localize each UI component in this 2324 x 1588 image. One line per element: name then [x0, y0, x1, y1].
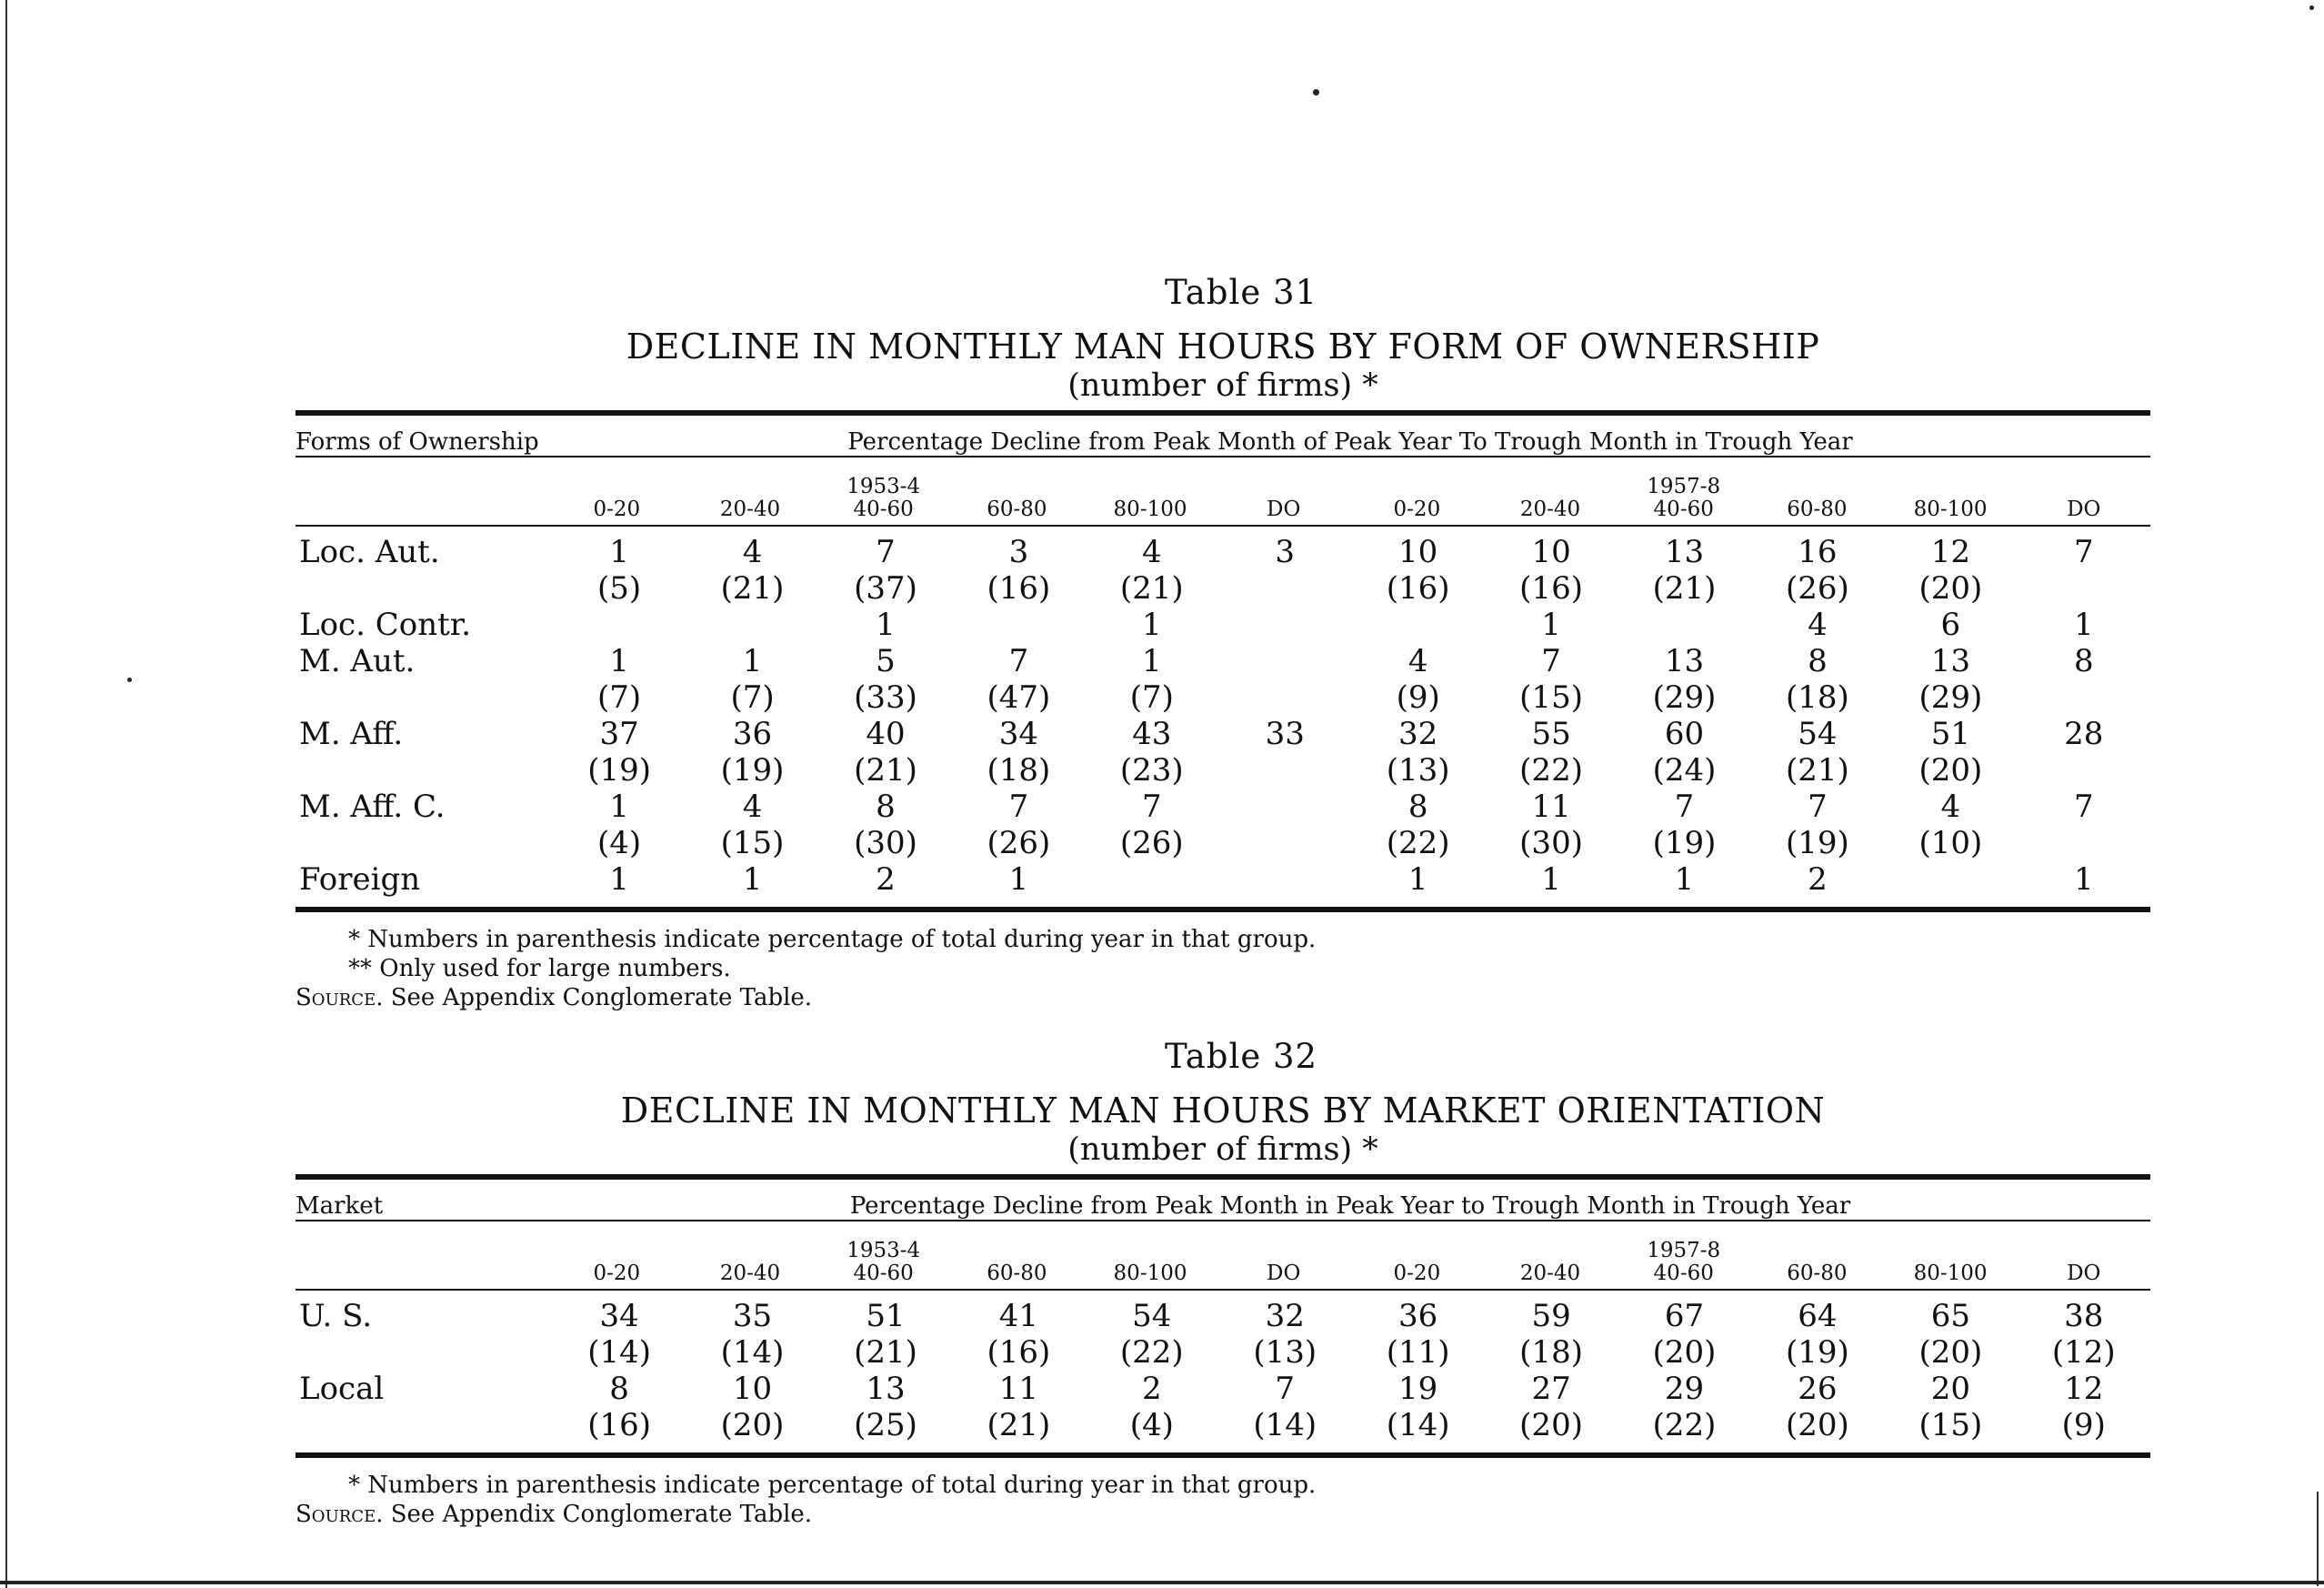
column-range-label: 80-100 [1113, 1261, 1187, 1285]
table-notes [296, 1471, 2150, 1529]
column-header [550, 1262, 684, 1285]
row-label-spacer [296, 679, 553, 716]
table-body [296, 1291, 2150, 1449]
value-cell: 1 [609, 789, 629, 825]
column-header [684, 1262, 817, 1285]
value-cell: 55 [1531, 716, 1571, 752]
value-cell: 26 [1798, 1371, 1838, 1407]
value-cell [686, 607, 818, 643]
value-cell: 1 [742, 643, 763, 679]
percent-cell: (14) [1386, 1407, 1450, 1443]
value-cell [1218, 861, 1351, 898]
percent-cell: (37) [854, 570, 917, 607]
span-header: Percentage Decline from Peak Month of Peak Year To Trough Month in Trough Year [847, 428, 1853, 456]
row-label: U. S. [299, 1298, 373, 1334]
value-cell: 43 [1132, 716, 1172, 752]
column-range-label: 0-20 [1393, 1261, 1441, 1285]
value-cell: 7 [2073, 789, 2094, 825]
value-cell [952, 607, 1085, 643]
column-header [1484, 498, 1618, 521]
percent-cell: (16) [587, 1407, 652, 1443]
column-range-label: 80-100 [1913, 498, 1988, 521]
source-line [296, 983, 2150, 1012]
header-row [296, 416, 2150, 456]
percent-cell: (7) [597, 679, 642, 716]
value-cell: 1 [1674, 861, 1695, 898]
value-cell: 1 [609, 643, 629, 679]
value-cell: 11 [998, 1371, 1039, 1407]
value-cell: 1 [1008, 861, 1029, 898]
percent-cell: (7) [1129, 679, 1174, 716]
row-label: M. Aff. [299, 716, 404, 752]
percent-row [296, 679, 2150, 716]
row-label-spacer [296, 570, 553, 607]
column-range-label: 60-80 [987, 1261, 1047, 1285]
table-row [296, 861, 2150, 898]
year-group-label: 1957-8 [1647, 475, 1721, 498]
value-cell: 13 [866, 1371, 906, 1407]
value-cell: 1 [1407, 861, 1428, 898]
value-cell: 65 [1930, 1298, 1970, 1334]
percent-row [296, 825, 2150, 861]
value-cell: 10 [1531, 534, 1571, 570]
percent-cell: (22) [1386, 825, 1450, 861]
value-cell: 8 [1407, 789, 1428, 825]
percent-cell: (19) [1786, 825, 1849, 861]
percent-cell: (20) [1918, 752, 1983, 789]
column-header [1350, 1262, 1484, 1285]
percent-cell: (26) [1786, 570, 1849, 607]
value-cell: 35 [732, 1298, 773, 1334]
value-cell: 2 [876, 861, 896, 898]
value-cell: 7 [1808, 789, 1828, 825]
percent-cell: (5) [597, 570, 642, 607]
table-row [296, 1298, 2150, 1334]
column-range-label: 20-40 [1519, 1261, 1581, 1285]
value-cell [1218, 643, 1351, 679]
percent-cell: (4) [597, 825, 642, 861]
column-header [1750, 498, 1884, 521]
row-header: Market [296, 1192, 384, 1220]
value-cell: 10 [732, 1371, 773, 1407]
percent-cell: (26) [987, 825, 1051, 861]
percent-cell: (30) [1519, 825, 1583, 861]
percent-cell: (15) [1918, 1407, 1983, 1443]
row-label-spacer [296, 752, 553, 789]
percent-cell [2018, 825, 2150, 861]
row-label: Local [299, 1371, 385, 1407]
column-range-label: 80-100 [1913, 1261, 1988, 1285]
value-cell: 33 [1265, 716, 1305, 752]
percent-cell: (12) [2051, 1334, 2116, 1371]
value-cell: 1 [742, 861, 763, 898]
column-header [1084, 1262, 1217, 1285]
value-cell: 1 [1141, 643, 1162, 679]
value-cell: 60 [1664, 716, 1705, 752]
value-cell: 7 [1008, 789, 1029, 825]
value-cell: 59 [1531, 1298, 1571, 1334]
percent-cell: (18) [987, 752, 1051, 789]
value-cell: 1 [609, 861, 629, 898]
value-cell: 11 [1531, 789, 1571, 825]
table-row [296, 716, 2150, 752]
value-cell: 13 [1930, 643, 1970, 679]
header-row [296, 1180, 2150, 1220]
percent-cell: (16) [987, 1334, 1051, 1371]
value-cell: 5 [876, 643, 896, 679]
column-range-label: 0-20 [593, 1261, 641, 1285]
table-row [296, 643, 2150, 679]
value-cell: 51 [866, 1298, 906, 1334]
value-cell: 37 [599, 716, 639, 752]
percent-cell: (18) [1786, 679, 1849, 716]
value-cell: 27 [1531, 1371, 1571, 1407]
column-header [1750, 1262, 1884, 1285]
table-row [296, 789, 2150, 825]
percent-cell: (19) [587, 752, 652, 789]
source-line [296, 1500, 2150, 1529]
row-label-spacer [296, 1407, 553, 1443]
percent-cell: (29) [1918, 679, 1983, 716]
percent-cell [2018, 679, 2150, 716]
table-row [296, 1371, 2150, 1407]
value-cell: 12 [2064, 1371, 2104, 1407]
value-cell: 34 [599, 1298, 639, 1334]
value-cell: 6 [1940, 607, 1961, 643]
value-cell: 4 [1808, 607, 1828, 643]
percent-cell: (19) [1786, 1334, 1849, 1371]
value-cell: 13 [1664, 643, 1705, 679]
column-header [1884, 498, 2018, 521]
percent-cell: (13) [1253, 1334, 1317, 1371]
value-cell: 51 [1930, 716, 1970, 752]
column-header [2017, 498, 2150, 521]
column-range-label: 80-100 [1113, 498, 1187, 521]
row-header: Forms of Ownership [296, 428, 539, 456]
column-header [2017, 1262, 2150, 1285]
percent-cell: (21) [1119, 570, 1184, 607]
bottom-rule [296, 1452, 2150, 1458]
value-cell: 67 [1664, 1298, 1705, 1334]
column-range-label: 40-60 [1653, 498, 1714, 521]
percent-row [296, 570, 2150, 607]
scan-speck [2309, 5, 2314, 10]
row-label-spacer [296, 1334, 553, 1371]
table-subtitle: (number of firms) * [1067, 1131, 1378, 1168]
column-range-label: 20-40 [719, 498, 781, 521]
value-cell: 7 [1674, 789, 1695, 825]
percent-cell: (4) [1129, 1407, 1174, 1443]
column-range-label: 20-40 [719, 1261, 781, 1285]
percent-cell: (30) [854, 825, 917, 861]
percent-cell: (21) [720, 570, 785, 607]
value-cell: 2 [1808, 861, 1828, 898]
span-header: Percentage Decline from Peak Month in Peak Year to Trough Month in Trough Year [849, 1192, 1851, 1220]
column-headers [550, 457, 2150, 525]
table-title: DECLINE IN MONTHLY MAN HOURS BY MARKET ORIENTATION [620, 1090, 1826, 1131]
value-cell: 41 [998, 1298, 1039, 1334]
column-header [1217, 1262, 1350, 1285]
percent-cell: (22) [1652, 1407, 1717, 1443]
row-label-spacer [296, 825, 553, 861]
value-cell [1884, 861, 2017, 898]
percent-cell: (22) [1119, 1334, 1184, 1371]
percent-cell: (9) [1396, 679, 1440, 716]
value-cell [1218, 607, 1351, 643]
scan-speck [127, 678, 132, 682]
value-cell [553, 607, 686, 643]
percent-cell: (9) [2061, 1407, 2106, 1443]
column-header [950, 1262, 1084, 1285]
percent-cell: (26) [1119, 825, 1184, 861]
value-cell: 4 [742, 789, 763, 825]
percent-row [296, 1334, 2150, 1371]
column-header [684, 498, 817, 521]
value-cell: 8 [2073, 643, 2094, 679]
table-body [296, 527, 2150, 903]
page-edge-right [2317, 1492, 2319, 1586]
column-header [1084, 498, 1217, 521]
percent-cell [1218, 825, 1351, 861]
percent-cell: (24) [1652, 752, 1717, 789]
percent-cell: (18) [1519, 1334, 1583, 1371]
value-cell: 19 [1398, 1371, 1438, 1407]
value-cell: 20 [1930, 1371, 1970, 1407]
column-header [1617, 476, 1750, 521]
percent-cell: (21) [987, 1407, 1051, 1443]
percent-cell: (33) [854, 679, 917, 716]
percent-cell: (15) [720, 825, 785, 861]
value-cell: 1 [876, 607, 896, 643]
value-cell: 7 [2073, 534, 2094, 570]
table-31 [296, 273, 2150, 1012]
value-cell: 10 [1398, 534, 1438, 570]
row-label: Loc. Aut. [299, 534, 440, 570]
percent-cell: (20) [1918, 570, 1983, 607]
percent-cell: (19) [720, 752, 785, 789]
percent-cell: (14) [587, 1334, 652, 1371]
percent-cell: (29) [1652, 679, 1717, 716]
value-cell: 3 [1008, 534, 1029, 570]
value-cell: 2 [1141, 1371, 1162, 1407]
value-cell: 32 [1265, 1298, 1305, 1334]
footnote: * Numbers in parenthesis indicate percentage of total during year in that group. [348, 1472, 1317, 1499]
percent-cell [1218, 570, 1351, 607]
value-cell: 7 [1008, 643, 1029, 679]
column-range-label: DO [1267, 1261, 1301, 1285]
column-range-label: 60-80 [987, 498, 1047, 521]
column-range-label: 40-60 [1653, 1261, 1714, 1285]
value-cell: 38 [2064, 1298, 2104, 1334]
percent-cell: (16) [987, 570, 1051, 607]
column-range-label: 0-20 [593, 498, 641, 521]
bottom-rule [296, 907, 2150, 912]
percent-cell: (21) [1786, 752, 1849, 789]
page-edge-bottom [0, 1581, 2324, 1584]
percent-cell: (20) [720, 1407, 785, 1443]
percent-cell: (14) [720, 1334, 785, 1371]
percent-cell: (15) [1519, 679, 1583, 716]
row-label: M. Aut. [299, 643, 416, 679]
percent-cell [1218, 752, 1351, 789]
source-label: Source. [296, 1501, 384, 1528]
value-cell [1086, 861, 1218, 898]
percent-cell: (19) [1652, 825, 1717, 861]
value-cell: 34 [998, 716, 1039, 752]
year-group-label: 1953-4 [846, 1239, 921, 1262]
percent-row [296, 1407, 2150, 1443]
value-cell: 4 [742, 534, 763, 570]
value-cell: 8 [609, 1371, 629, 1407]
row-label: M. Aff. C. [299, 789, 446, 825]
table-label: Table 32 [1164, 1037, 1318, 1076]
value-cell: 4 [1407, 643, 1428, 679]
value-cell: 40 [866, 716, 906, 752]
value-cell: 1 [1541, 861, 1561, 898]
value-cell [1351, 607, 1484, 643]
page-edge-left [5, 0, 7, 1588]
percent-cell: (47) [987, 679, 1051, 716]
value-cell: 16 [1798, 534, 1838, 570]
table-title: DECLINE IN MONTHLY MAN HOURS BY FORM OF OWNERSHIP [626, 327, 1820, 367]
percent-cell: (16) [1386, 570, 1450, 607]
value-cell: 7 [1141, 789, 1162, 825]
source-text: See Appendix Conglomerate Table. [390, 984, 813, 1011]
percent-cell: (23) [1119, 752, 1184, 789]
column-range-label: 60-80 [1787, 498, 1848, 521]
scan-speck [1313, 89, 1319, 95]
value-cell: 7 [876, 534, 896, 570]
source-label: Source. [296, 984, 384, 1011]
column-header [1350, 498, 1484, 521]
column-range-label: 40-60 [853, 1261, 914, 1285]
percent-cell: (21) [854, 752, 917, 789]
value-cell: 28 [2064, 716, 2104, 752]
year-group-label: 1957-8 [1647, 1239, 1721, 1262]
source-text: See Appendix Conglomerate Table. [390, 1501, 813, 1528]
column-range-label: DO [2067, 1261, 2101, 1285]
value-cell: 13 [1664, 534, 1705, 570]
value-cell: 7 [1541, 643, 1561, 679]
column-range-label: DO [1267, 498, 1301, 521]
value-cell: 4 [1141, 534, 1162, 570]
percent-cell [2018, 570, 2150, 607]
table-row [296, 607, 2150, 643]
row-label: Foreign [299, 861, 421, 898]
value-cell: 12 [1930, 534, 1970, 570]
column-headers [550, 1221, 2150, 1289]
table-label: Table 31 [1164, 273, 1318, 312]
percent-cell: (21) [1652, 570, 1717, 607]
value-cell [1218, 789, 1351, 825]
value-cell: 64 [1798, 1298, 1838, 1334]
percent-cell [2018, 752, 2150, 789]
column-range-label: 60-80 [1787, 1261, 1848, 1285]
percent-cell: (20) [1519, 1407, 1583, 1443]
year-group-label: 1953-4 [846, 475, 921, 498]
row-label: Loc. Contr. [299, 607, 472, 643]
percent-row [296, 752, 2150, 789]
value-cell: 7 [1275, 1371, 1296, 1407]
percent-cell: (16) [1519, 570, 1583, 607]
column-range-label: DO [2067, 498, 2101, 521]
percent-cell: (11) [1386, 1334, 1450, 1371]
percent-cell: (22) [1519, 752, 1583, 789]
value-cell: 29 [1664, 1371, 1705, 1407]
value-cell: 1 [2073, 861, 2094, 898]
value-cell: 54 [1798, 716, 1838, 752]
percent-cell: (14) [1253, 1407, 1317, 1443]
footnote: ** Only used for large numbers. [348, 955, 731, 982]
footnote: * Numbers in parenthesis indicate percentage of total during year in that group. [348, 926, 1317, 953]
percent-cell: (20) [1918, 1334, 1983, 1371]
value-cell [1618, 607, 1750, 643]
column-header [1217, 498, 1350, 521]
column-header [816, 1240, 950, 1285]
column-header [1617, 1240, 1750, 1285]
value-cell: 36 [732, 716, 773, 752]
value-cell: 1 [1541, 607, 1561, 643]
percent-cell: (20) [1652, 1334, 1717, 1371]
percent-cell: (20) [1786, 1407, 1849, 1443]
column-range-label: 0-20 [1393, 498, 1441, 521]
value-cell: 8 [1808, 643, 1828, 679]
column-range-label: 40-60 [853, 498, 914, 521]
column-range-label: 20-40 [1519, 498, 1581, 521]
table-row [296, 534, 2150, 570]
value-cell: 36 [1398, 1298, 1438, 1334]
percent-cell: (21) [854, 1334, 917, 1371]
value-cell: 1 [1141, 607, 1162, 643]
value-cell: 1 [609, 534, 629, 570]
percent-cell [1218, 679, 1351, 716]
column-header [950, 498, 1084, 521]
column-header [816, 476, 950, 521]
percent-cell: (13) [1386, 752, 1450, 789]
column-header [1484, 1262, 1618, 1285]
table-32 [296, 1037, 2150, 1529]
percent-cell: (10) [1918, 825, 1983, 861]
value-cell: 1 [2073, 607, 2094, 643]
table-subtitle: (number of firms) * [1067, 367, 1378, 404]
value-cell: 54 [1132, 1298, 1172, 1334]
table-notes [296, 925, 2150, 1012]
percent-cell: (7) [730, 679, 775, 716]
value-cell: 8 [876, 789, 896, 825]
column-header [550, 498, 684, 521]
value-cell: 4 [1940, 789, 1961, 825]
value-cell: 3 [1275, 534, 1296, 570]
value-cell: 32 [1398, 716, 1438, 752]
percent-cell: (25) [854, 1407, 917, 1443]
column-header [1884, 1262, 2018, 1285]
